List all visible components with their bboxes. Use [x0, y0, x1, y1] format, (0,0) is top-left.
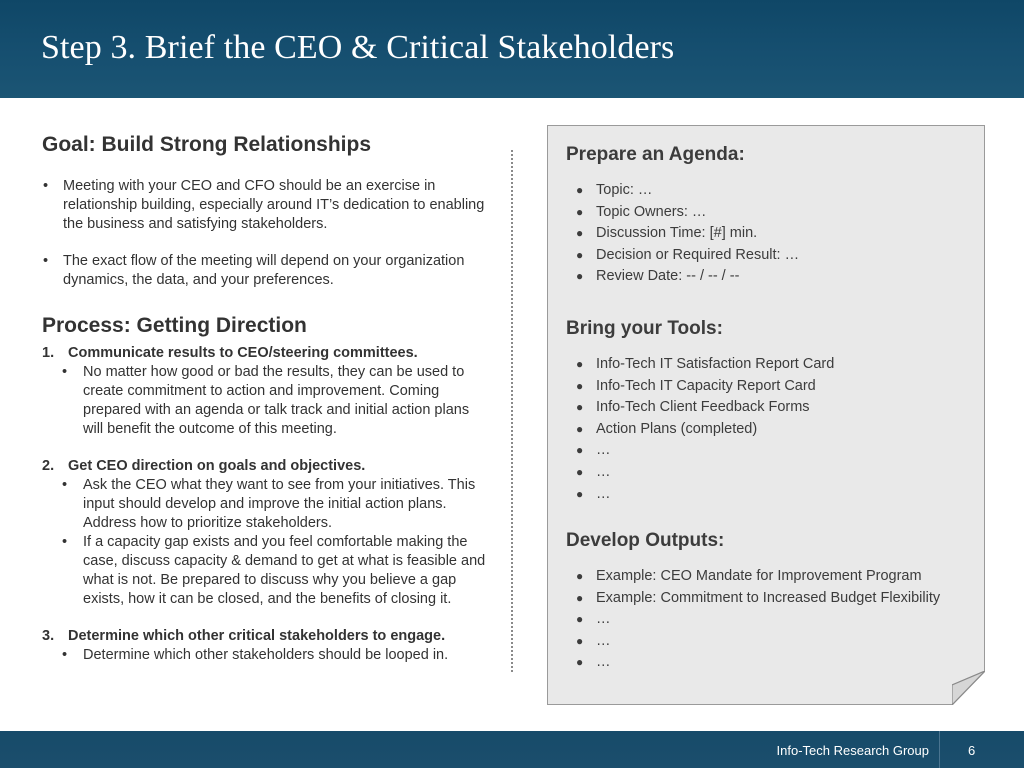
- bullet-dot-icon: ●: [576, 486, 584, 501]
- agenda-item: ● Topic Owners: …: [566, 202, 976, 224]
- step-title-row: [42, 344, 492, 363]
- bullet-dot-icon: ●: [576, 269, 584, 284]
- bullet-dot-icon: ●: [576, 612, 584, 627]
- slide-header: [0, 0, 1024, 98]
- process-step: [42, 344, 492, 439]
- agenda-section: [566, 144, 976, 288]
- tools-item: ● Action Plans (completed): [566, 419, 976, 441]
- step-number: 2.: [42, 458, 55, 474]
- goal-bullet-text: Meeting with your CEO and CFO should be an exercise in relationship building, especially around IT’s dedication to enabling the business and satisfying stakeholders.: [63, 178, 485, 232]
- bullet-dot-icon: ●: [576, 183, 584, 197]
- outputs-heading: Develop Outputs:: [566, 530, 725, 551]
- bullet-dot-icon: ●: [576, 655, 584, 670]
- tools-item: ● Info-Tech IT Satisfaction Report Card: [566, 354, 976, 376]
- outputs-item: ● Example: Commitment to Increased Budget Flexibility: [566, 588, 976, 610]
- step-sub-bullet: [42, 363, 492, 439]
- step-sub-text: Ask the CEO what they want to see from your initiatives. This input should develop and improve the initial action plans. Address how to prioritize stakeholders.: [83, 477, 476, 531]
- bullet-dot-icon: ●: [576, 421, 584, 436]
- bullet-dot-icon: ●: [576, 590, 584, 605]
- bullet-dot-icon: ●: [576, 443, 584, 458]
- bullet-dot-icon: ●: [576, 204, 584, 219]
- bullet-dot-icon: ●: [576, 464, 584, 479]
- left-column: [42, 133, 492, 665]
- bullet-dot-icon: ●: [576, 569, 584, 583]
- slide-footer: [0, 731, 1024, 768]
- bullet-dot-icon: •: [43, 178, 49, 194]
- step-sub-bullet: [42, 533, 492, 609]
- outputs-list: [566, 566, 976, 674]
- step-number: 1.: [42, 345, 55, 361]
- bullet-dot-icon: ●: [576, 247, 584, 262]
- bullet-dot-icon: ●: [576, 400, 584, 415]
- bullet-dot-icon: ●: [576, 226, 584, 241]
- process-step: [42, 627, 492, 665]
- step-title: Get CEO direction on goals and objectives.: [68, 458, 366, 474]
- step-sub-text: If a capacity gap exists and you feel comfortable making the case, discuss capacity & demand to get at what is feasible and what is not. Be prepared to discuss why you believe a gap exists, how it can be closed, and the benefits of closing it.: [83, 534, 486, 607]
- step-title: Determine which other critical stakeholders to engage.: [68, 628, 446, 644]
- bullet-dot-icon: ●: [576, 357, 584, 371]
- page-number: 6: [968, 743, 976, 758]
- tools-item: ● …: [566, 462, 976, 484]
- bullet-dot-icon: •: [62, 477, 68, 493]
- agenda-list: [566, 180, 976, 288]
- goal-list: [42, 177, 492, 290]
- goal-bullet-text: The exact flow of the meeting will depend on your organization dynamics, the data, and your preferences.: [63, 253, 465, 288]
- tools-section: [566, 318, 976, 505]
- process-heading: Process: Getting Direction: [42, 314, 307, 337]
- bullet-dot-icon: ●: [576, 378, 584, 393]
- step-title: Communicate results to CEO/steering committees.: [68, 345, 418, 361]
- page-fold-icon: [952, 671, 985, 705]
- goal-heading: Goal: Build Strong Relationships: [42, 133, 372, 156]
- column-divider: [511, 150, 513, 672]
- footer-separator: [939, 731, 940, 768]
- outputs-item: ● Example: CEO Mandate for Improvement Program: [566, 566, 976, 588]
- step-sub-bullet: [42, 476, 492, 533]
- bullet-dot-icon: ●: [576, 633, 584, 648]
- tools-item: ● Info-Tech Client Feedback Forms: [566, 397, 976, 419]
- tools-heading: Bring your Tools:: [566, 318, 723, 339]
- step-title-row: [42, 627, 492, 646]
- outputs-item: ● …: [566, 631, 976, 653]
- outputs-item: ● …: [566, 609, 976, 631]
- goal-bullet: [42, 177, 492, 234]
- agenda-item: ● Discussion Time: [#] min.: [566, 223, 976, 245]
- step-sub-text: No matter how good or bad the results, they can be used to create commitment to action and improvement. Coming prepared with an agenda or talk track and initial action plans will benefit the outcome of this meeting.: [83, 364, 470, 437]
- tools-list: [566, 354, 976, 505]
- outputs-section: [566, 530, 976, 674]
- outputs-item: ● …: [566, 652, 976, 674]
- bullet-dot-icon: •: [62, 534, 68, 550]
- step-sub-text: Determine which other stakeholders should be looped in.: [83, 647, 449, 663]
- step-sub-bullet: [42, 646, 492, 665]
- bullet-dot-icon: •: [62, 364, 68, 380]
- process-step: [42, 457, 492, 609]
- tools-item: ● Info-Tech IT Capacity Report Card: [566, 376, 976, 398]
- tools-item: ● …: [566, 440, 976, 462]
- slide-title: Step 3. Brief the CEO & Critical Stakeholders: [41, 29, 675, 66]
- agenda-item: ● Decision or Required Result: …: [566, 245, 976, 267]
- bullet-dot-icon: •: [62, 647, 68, 663]
- step-number: 3.: [42, 628, 55, 644]
- agenda-item: ● Review Date: -- / -- / --: [566, 266, 976, 288]
- agenda-item: ● Topic: …: [566, 180, 976, 202]
- step-title-row: [42, 457, 492, 476]
- agenda-heading: Prepare an Agenda:: [566, 144, 745, 165]
- tools-item: ● …: [566, 484, 976, 506]
- bullet-dot-icon: •: [43, 253, 49, 269]
- goal-bullet: [42, 252, 492, 290]
- footer-org-name: Info-Tech Research Group: [776, 743, 929, 758]
